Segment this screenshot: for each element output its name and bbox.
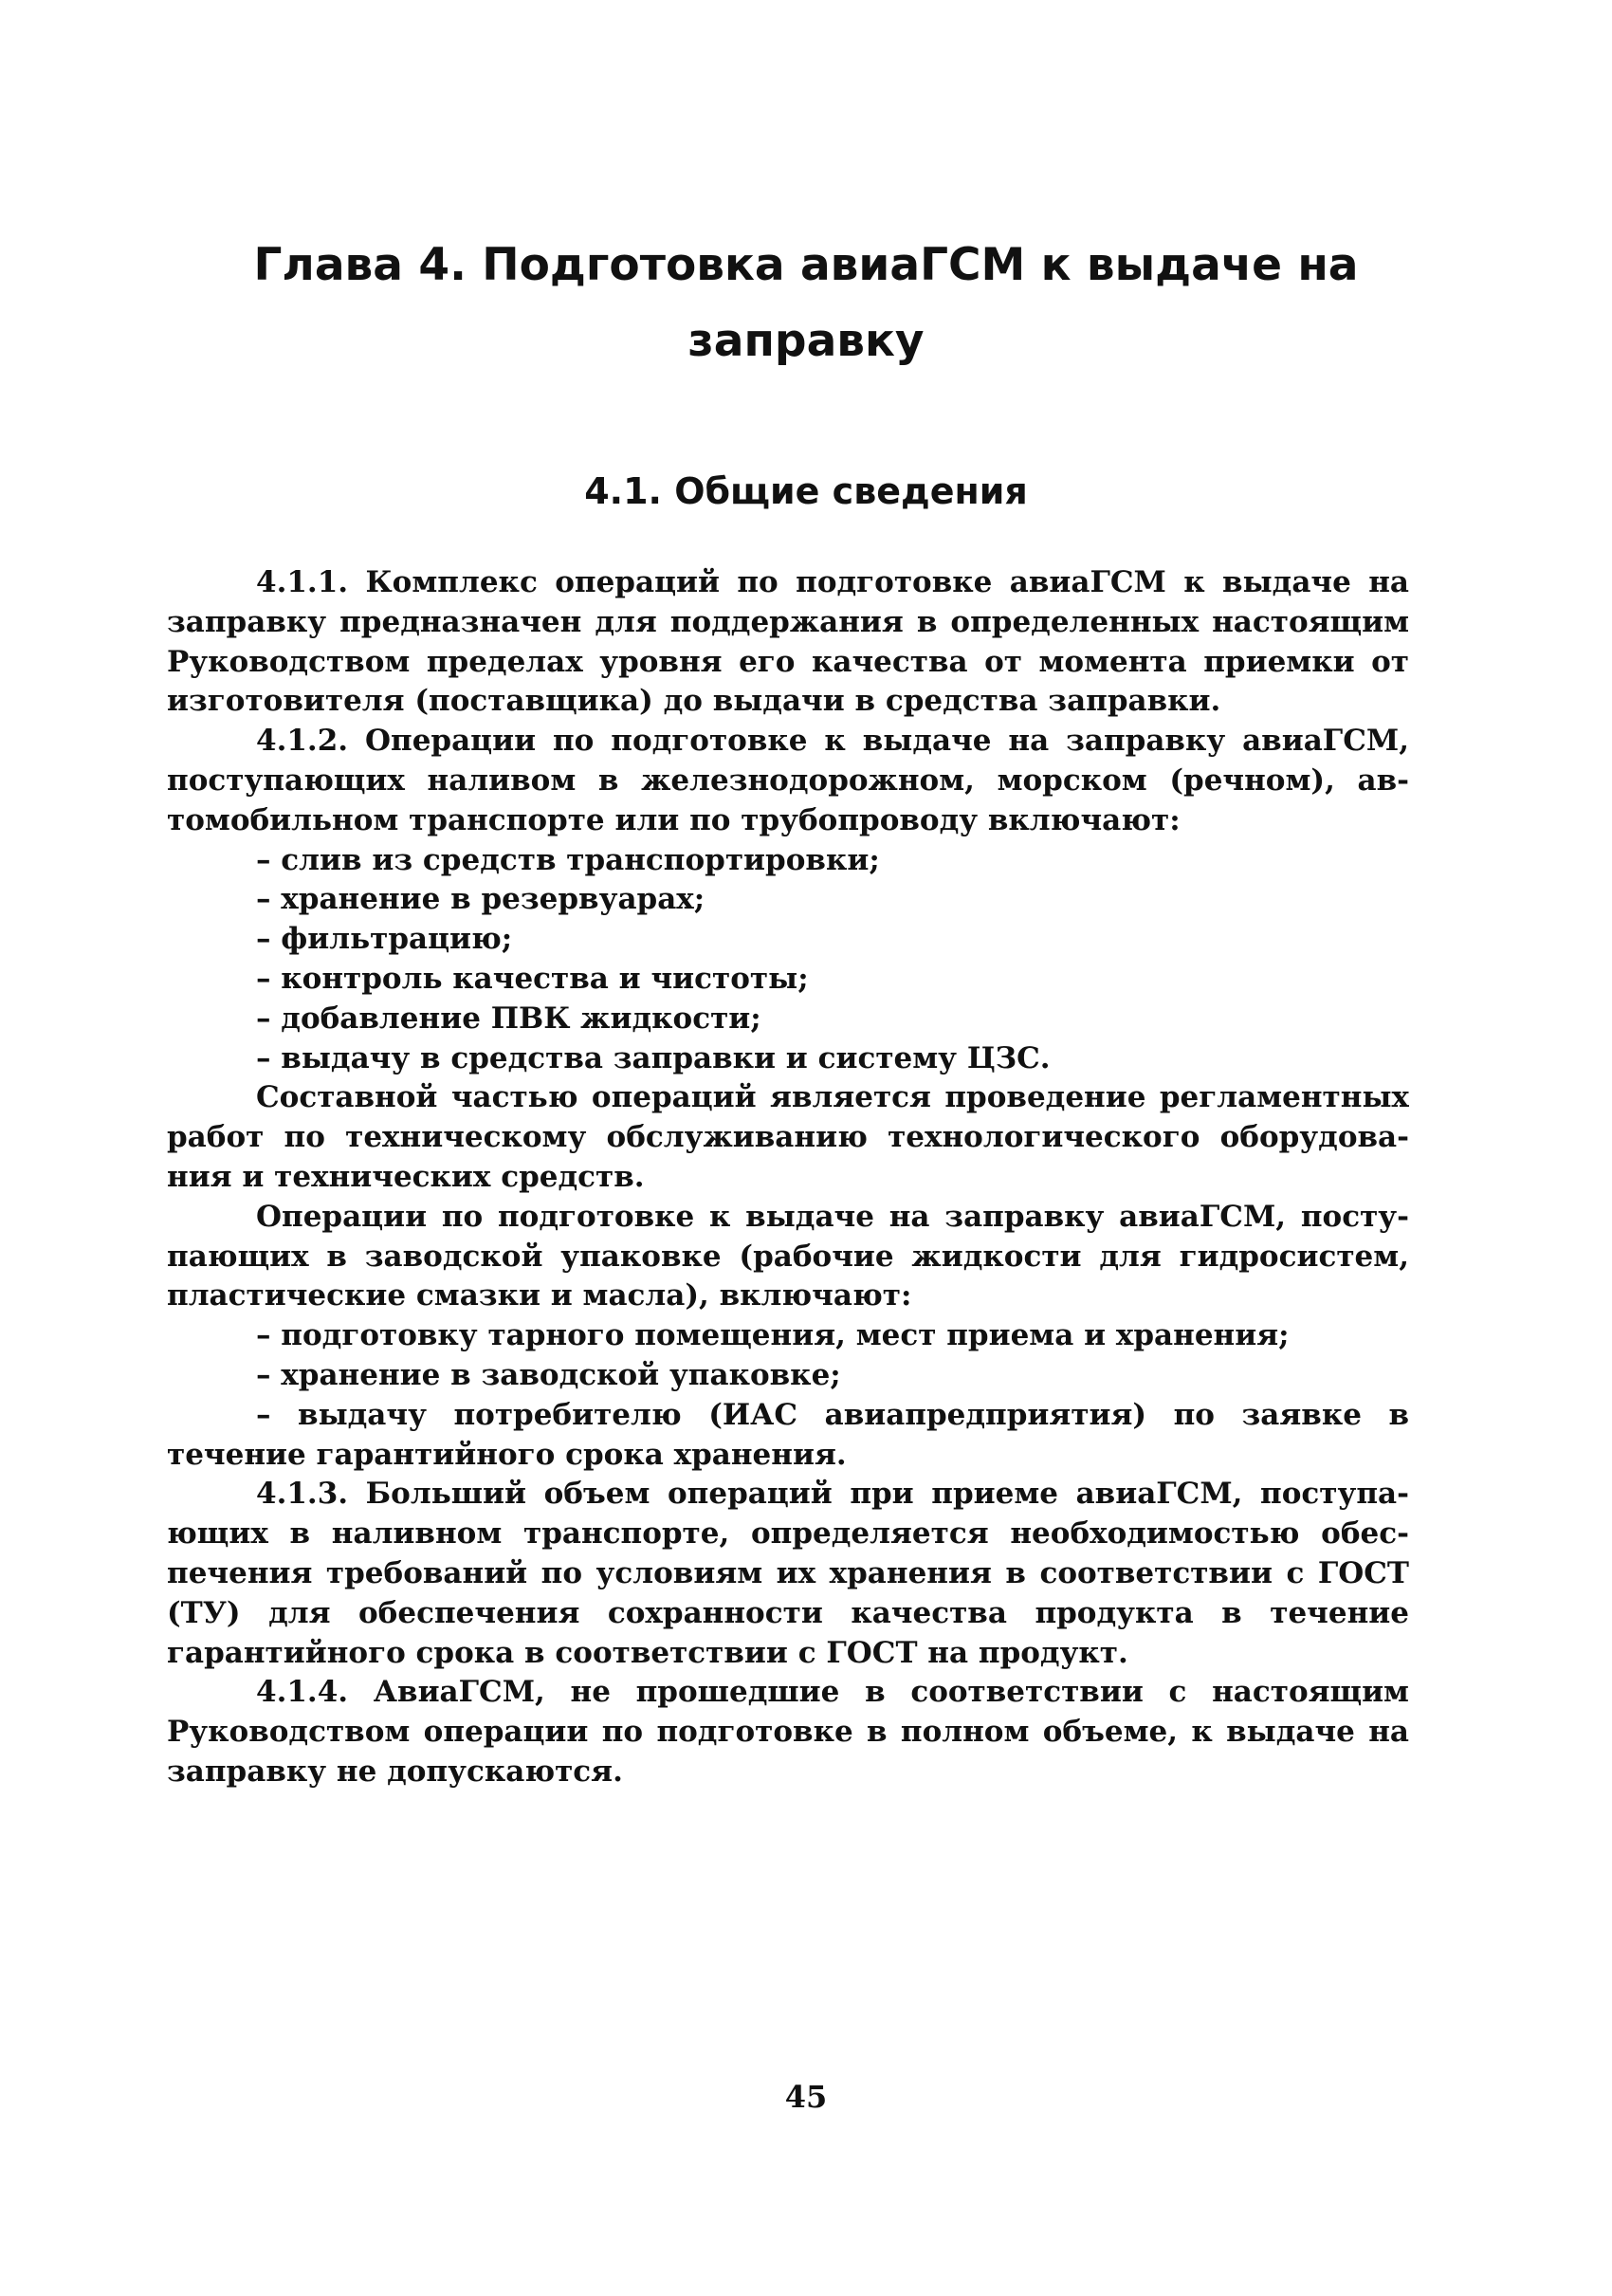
list-item: – хранение в заводской упаковке; bbox=[256, 1357, 841, 1392]
text-line: томобильном транспорте или по трубопроводу включают: bbox=[167, 802, 1181, 837]
list-item: – слив из средств транспортировки; bbox=[256, 842, 880, 877]
text-line: 4.1.3. Больший объем операций при приеме авиаГСМ, поступа- bbox=[256, 1477, 1409, 1512]
section-title: 4.1. Общие сведения bbox=[584, 470, 1028, 512]
text-line: Операции по подготовке к выдаче на заправку авиаГСМ, посту- bbox=[256, 1199, 1409, 1234]
text-line: пающих в заводской упаковке (рабочие жидкости для гидросистем, bbox=[167, 1239, 1409, 1274]
text-line: Составной частью операций является проведение регламентных bbox=[256, 1080, 1409, 1115]
page-number: 45 bbox=[784, 2079, 828, 2115]
text-line: заправку не допускаются. bbox=[167, 1754, 623, 1789]
chapter-title-line-2: заправку bbox=[687, 315, 925, 367]
chapter-title bbox=[142, 228, 1470, 379]
text-line: течение гарантийного срока хранения. bbox=[167, 1437, 847, 1472]
text-line: 4.1.2. Операции по подготовке к выдаче на заправку авиаГСМ, bbox=[256, 724, 1409, 759]
list-item: – выдачу в средства заправки и систему ЦЗС. bbox=[256, 1040, 1051, 1075]
text-line: Руководством операции по подготовке в полном объеме, к выдаче на bbox=[167, 1715, 1409, 1750]
list-item: – хранение в резервуарах; bbox=[256, 882, 705, 917]
text-line: печения требований по условиям их хранения в соответствии с ГОСТ bbox=[167, 1555, 1409, 1590]
list-item: – выдачу потребителю (ИАС авиапредприятия) по заявке в bbox=[256, 1397, 1409, 1432]
text-line: пластические смазки и масла), включают: bbox=[167, 1278, 912, 1313]
text-line: ния и технических средств. bbox=[167, 1159, 645, 1194]
list-item: – контроль качества и чистоты; bbox=[256, 961, 809, 996]
chapter-title-line-1: Глава 4. Подготовка авиаГСМ к выдаче на bbox=[253, 239, 1359, 291]
text-line: ющих в наливном транспорте, определяется необходимостью обес- bbox=[167, 1516, 1409, 1552]
text-line: 4.1.1. Комплекс операций по подготовке авиаГСМ к выдаче на bbox=[256, 565, 1409, 599]
list-item: – подготовку тарного помещения, мест приема и хранения; bbox=[256, 1318, 1290, 1353]
list-item: – фильтрацию; bbox=[256, 922, 513, 957]
text-line: 4.1.4. АвиаГСМ, не прошедшие в соответствии с настоящим bbox=[256, 1675, 1409, 1710]
text-line: гарантийного срока в соответствии с ГОСТ на продукт. bbox=[167, 1635, 1128, 1670]
text-line: работ по техническому обслуживанию технологического оборудова- bbox=[167, 1120, 1409, 1155]
text-line: поступающих наливом в железнодорожном, морском (речном), ав- bbox=[167, 762, 1409, 798]
list-item: – добавление ПВК жидкости; bbox=[256, 1001, 761, 1036]
text-line: Руководством пределах уровня его качества от момента приемки от bbox=[167, 644, 1409, 679]
text-line: изготовителя (поставщика) до выдачи в средства заправки. bbox=[167, 684, 1221, 719]
text-line: заправку предназначен для поддержания в определенных настоящим bbox=[167, 604, 1409, 639]
body-text bbox=[167, 563, 1409, 1792]
text-line: (ТУ) для обеспечения сохранности качества продукта в течение bbox=[167, 1595, 1409, 1630]
